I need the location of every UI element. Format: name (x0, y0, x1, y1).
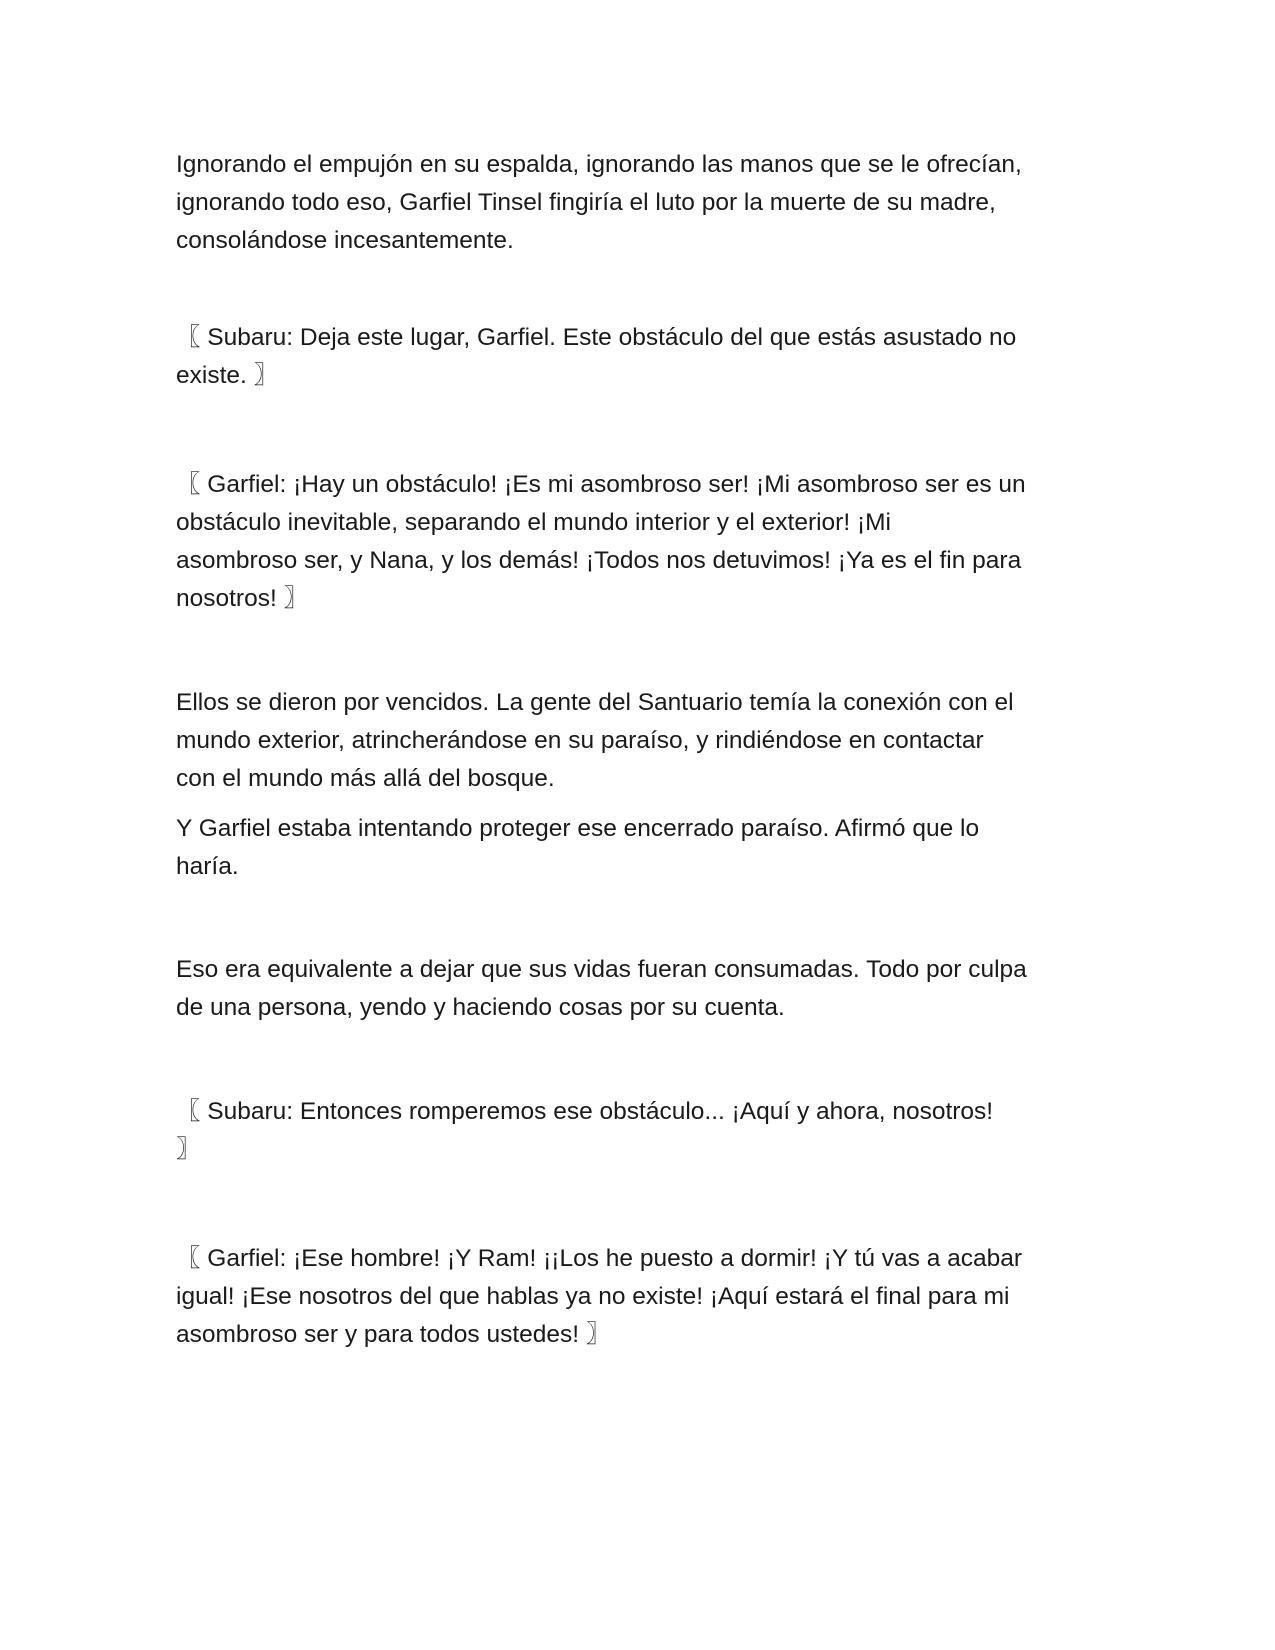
paragraph-narration-2 (176, 684, 1106, 798)
text-line: 〖 Subaru: Entonces romperemos ese obstáculo... ¡Aquí y ahora, nosotros! (176, 1098, 994, 1125)
text-line: Ellos se dieron por vencidos. La gente del Santuario temía la conexión con el (176, 689, 1014, 716)
text-line: con el mundo más allá del bosque. (176, 765, 555, 792)
text-line: 〖 Garfiel: ¡Ese hombre! ¡Y Ram! ¡¡Los he puesto a dormir! ¡Y tú vas a acabar (176, 1245, 1023, 1272)
text-line: 〗 (176, 1136, 201, 1163)
text-line: 〖 Subaru: Deja este lugar, Garfiel. Este obstáculo del que estás asustado no (176, 324, 1017, 351)
text-line: consolándose incesantemente. (176, 227, 514, 254)
paragraph-dialogue-subaru-2 (176, 1093, 1106, 1169)
text-line: Eso era equivalente a dejar que sus vidas fueran consumadas. Todo por culpa (176, 956, 1027, 983)
text-line: Y Garfiel estaba intentando proteger ese encerrado paraíso. Afirmó que lo (176, 815, 980, 842)
text-line: de una persona, yendo y haciendo cosas por su cuenta. (176, 994, 785, 1021)
text-line: igual! ¡Ese nosotros del que hablas ya no existe! ¡Aquí estará el final para mi (176, 1283, 1010, 1310)
text-line: 〖 Garfiel: ¡Hay un obstáculo! ¡Es mi asombroso ser! ¡Mi asombroso ser es un (176, 471, 1026, 498)
text-line: existe. 〗 (176, 362, 279, 389)
text-line: obstáculo inevitable, separando el mundo interior y el exterior! ¡Mi (176, 509, 891, 536)
text-line: haría. (176, 853, 239, 880)
text-line: ignorando todo eso, Garfiel Tinsel fingiría el luto por la muerte de su madre, (176, 189, 996, 216)
text-line: mundo exterior, atrincherándose en su paraíso, y rindiéndose en contactar (176, 727, 984, 754)
text-line: nosotros! 〗 (176, 585, 309, 612)
text-line: Ignorando el empujón en su espalda, ignorando las manos que se le ofrecían, (176, 151, 1022, 178)
paragraph-narration-3 (176, 810, 1106, 886)
text-line: asombroso ser y para todos ustedes! 〗 (176, 1321, 611, 1348)
text-line: asombroso ser, y Nana, y los demás! ¡Todos nos detuvimos! ¡Ya es el fin para (176, 547, 1022, 574)
paragraph-dialogue-garfiel-2 (176, 1240, 1106, 1354)
paragraph-dialogue-subaru-1 (176, 319, 1106, 395)
paragraph-narration-4 (176, 951, 1106, 1027)
paragraph-narration-1 (176, 146, 1106, 260)
paragraph-dialogue-garfiel-1 (176, 466, 1106, 618)
